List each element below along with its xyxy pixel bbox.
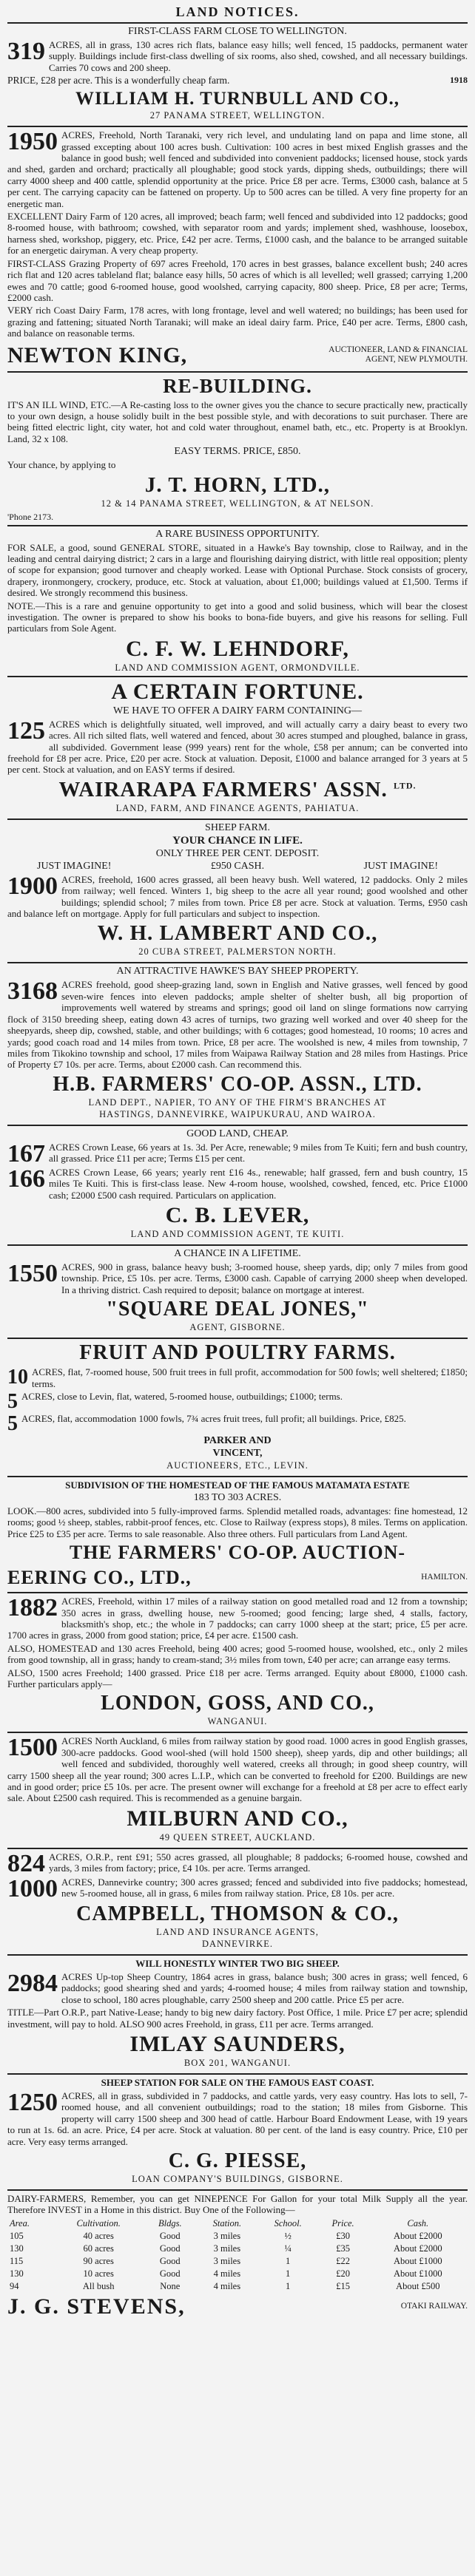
table-row	[7, 2243, 468, 2255]
divider	[7, 126, 468, 127]
ad-title: RE-BUILDING.	[163, 374, 312, 397]
ad-title: A CERTAIN FORTUNE.	[111, 679, 364, 704]
firm-address: LAND DEPT., NAPIER, TO ANY OF THE FIRM'S BRANCHES AT	[88, 1097, 387, 1108]
ad-tagline: JUST IMAGINE!	[363, 860, 438, 872]
ad-campbell-thomson	[7, 1851, 468, 1952]
divider	[7, 676, 468, 677]
table-cell: About £2000	[393, 2230, 442, 2241]
ad-body: ACRES, close to Levin, flat, watered, 5-roomed house, outbuildings; £1000; terms.	[21, 1390, 343, 1402]
ad-paragraph: FIRST-CLASS Grazing Property of 697 acres Freehold, 170 acres in best grasses, balance excellent bush; 240 acres rich flat and 120 acres tableland flat; balance easy hills, 50 acres of which is all levelled; well grassed; carrying 1,200 ewes and 70 cattle; good 6-roomed house, good woolshed, carrying capacity, 800 sheep. Price, £8 per acre; Terms, £2000 cash.	[7, 257, 468, 303]
divider	[7, 2073, 468, 2075]
divider	[7, 1476, 468, 1477]
table-cell: 4 miles	[213, 2268, 241, 2279]
ad-paragraph: TITLE—Part O.R.P., part Native-Lease; handy to big new dairy factory. Post Office, 1 mile. Price £7 per acre; splendid investment, will pay to hold. ALSO 900 acres Freehold, in grass, £11 per acre. Terms arranged.	[7, 2007, 468, 2030]
acreage: 5	[7, 1411, 18, 1435]
table-cell: £22	[336, 2255, 350, 2266]
ad-parker-vincent	[7, 1341, 468, 1474]
ad-tagline: £950 CASH.	[210, 860, 265, 872]
divider	[7, 1338, 468, 1339]
table-row	[7, 2268, 468, 2280]
table-cell: 10 acres	[83, 2268, 114, 2279]
firm-address: AUCTIONEERS, ETC., LEVIN.	[166, 1460, 309, 1471]
ad-imlay-saunders	[7, 1958, 468, 2071]
acreage: 1550	[7, 1259, 58, 1287]
firm-address: 49 QUEEN STREET, AUCKLAND.	[159, 1831, 316, 1843]
ad-hb-farmers	[7, 966, 468, 1122]
table-cell: Good	[159, 2255, 181, 2266]
acreage: 166	[7, 1165, 45, 1193]
ad-title: A RARE BUSINESS OPPORTUNITY.	[155, 528, 320, 540]
ad-title: SUBDIVISION OF THE HOMESTEAD OF THE FAMOUS MATAMATA ESTATE	[65, 1479, 410, 1491]
ad-body: FOR SALE, a good, sound GENERAL STORE, situated in a Hawke's Bay township, close to Railway, and in the leading and central dairying district; 2 cars in a large and flourishing dairying district, with little real opposition; plenty of scope for expansion; good turnover and cheaply worked. Lease with Optional Purchase. Stock consists of grocery, drapery, ironmongery, crockery, produce, etc. Stock at valuation, about £1,000; buildings valued at £1,500. Terms if desired. We strongly recommend this business.	[7, 541, 468, 599]
divider	[7, 525, 468, 526]
table-cell: 105	[10, 2230, 24, 2241]
table-cell: About £500	[396, 2280, 440, 2291]
ad-title: WILL HONESTLY WINTER TWO BIG SHEEP.	[135, 1957, 340, 1969]
table-cell: 3 miles	[213, 2243, 241, 2254]
divider	[7, 1732, 468, 1733]
ad-farmers-coop	[7, 1479, 468, 1590]
firm-address: DANNEVIRKE.	[201, 1938, 274, 1949]
firm-address: AGENT, GISBORNE.	[189, 1322, 286, 1333]
ad-body: ACRES Crown Lease, 66 years; yearly rent £16 4s., renewable; half grassed, fern and bush country, 15 miles Te Kuiti. This is first-class lease. New 4-room house, woolshed, cowshed, fenced, etc. Price £1000 cash; £2000 £500 cash required. Particulars on application.	[49, 1166, 468, 1201]
firm-name: LONDON, GOSS, AND CO.,	[101, 1692, 374, 1715]
ad-title: GOOD LAND, CHEAP.	[186, 1128, 289, 1139]
ad-turnbull	[7, 26, 468, 123]
firm-description: AUCTIONEER, LAND & FINANCIAL	[329, 345, 468, 354]
column-header: Station.	[212, 2217, 242, 2228]
table-cell: 1	[286, 2280, 291, 2291]
firm-address: LAND, FARM, AND FINANCE AGENTS, PAHIATUA.	[115, 802, 360, 813]
table-cell: Good	[159, 2230, 181, 2241]
acreage: 1250	[7, 2088, 58, 2116]
column-header: Cash.	[407, 2217, 429, 2228]
ad-paragraph: ALSO, 1500 acres Freehold; 1400 grassed. Price £18 per acre. Terms arranged. Equity about £8000, £1000 cash. Further particulars apply—	[7, 1667, 468, 1690]
ad-lehndorf	[7, 529, 468, 674]
ad-body: ACRES freehold, good sheep-grazing land, sown in English and Native grasses, well fenced by good seven-wire fences into eleven paddocks; ample shelter of shelter bush, all big proportion of improvements well watered by streams and springs; good oil land on slinge formations now carrying flock of 3150 breeding sheep, eating down 43 acres of turnips, two grazing well worked and over 40 sheep for the sheepyards, sheep dip, cowshed, stable, and other buildings; with 6 cottages; good homestead, 10 rooms; 10 acres and yards; good coach road and 14 miles from town. Price, £8 per acre. The woolshed is new, 4 miles from township, 7 miles from Tikokino township and school, 17 miles from Waipawa Railway Station and 28 miles from Hastings. Price of Property £7 10s. per acre. Terms, about £2000 cash. Can recommend this.	[7, 979, 468, 1071]
column-header: Bldgs.	[158, 2217, 182, 2228]
ad-body: ACRES which is delightfully situated, well improved, and will actually carry a dairy beast to every two acres. All rich silted flats, well watered and fenced, about 30 acres stumped and ploughed, balance in grass, all subdivided. Government lease (999 years) rent for the whole, £58 per annum; can be converted into freehold for £8 per acre. Price, £20 per acre. Stock at valuation. Deposit, £1000 and balance arranged for 3 years at 5 per cent. Stock at valuation, and on EASY terms if desired.	[7, 718, 468, 776]
firm-name: J. T. HORN, LTD.,	[144, 472, 331, 497]
table-cell: 130	[10, 2243, 24, 2254]
firm-name: CAMPBELL, THOMSON & CO.,	[76, 1902, 399, 1925]
table-header-row	[7, 2217, 468, 2230]
ad-tagline: ONLY THREE PER CENT. DEPOSIT.	[155, 847, 320, 859]
table-cell: 115	[10, 2255, 24, 2266]
firm-name: C. G. PIESSE,	[168, 2149, 307, 2172]
table-cell: ½	[284, 2230, 292, 2241]
firm-name: NEWTON KING,	[7, 342, 188, 367]
ad-lambert	[7, 822, 468, 960]
table-cell: 130	[10, 2268, 24, 2279]
ad-body: ACRES, all in grass, 130 acres rich flats, balance easy hills; well fenced, 15 paddocks, permanent water supply. Buildings include first-class dwelling of six rooms, also shed, cowshed, and all necessary buildings. Carries 70 cows and 200 sheep.	[49, 39, 468, 73]
ad-body: ACRES, Dannevirke country; 300 acres grassed; fenced and subdivided into five paddocks; homestead, new 5-roomed house, all in grass, 6 miles from railway station. Price, £8 10s. per acre.	[61, 1876, 468, 1899]
divider	[7, 1954, 468, 1956]
ad-body: ACRES, all in grass, subdivided in 7 paddocks, and cattle yards, very easy country. Has lots to sell, 7-roomed house, and all convenient outbuildings; road to the station; 18 miles from Gisborne. This property will carry 1500 sheep and 300 head of cattle. Harbour Board Endowment Lease, with 19 years to run at 1s. 6d. an acre. Price, £4 per acre. Stock at valuation. 80 per cent. of the land is easy country. Price, £10 per acre. Very easy terms arranged.	[7, 2089, 468, 2147]
ad-body: IT'S AN ILL WIND, ETC.—A Re-casting loss to the owner gives you the chance to secure practically new, practically to your own design, a house solidly built in the best possible style, and with decorations to suit purchaser. There are being fitted electric light, city water, hot and cold water throughout, enamel bath, etc., etc. Property is at Brooklyn. Land, 32 x 108.	[7, 399, 468, 444]
column-header: Area.	[10, 2217, 30, 2228]
acreage: 1882	[7, 1594, 58, 1622]
firm-address: WANGANUI.	[207, 1716, 268, 1727]
table-cell: £35	[336, 2243, 350, 2254]
table-cell: 1	[286, 2255, 291, 2266]
acreage: 1500	[7, 1734, 58, 1762]
ad-paragraph: VERY rich Coast Dairy Farm, 178 acres, with long frontage, level and well watered; no buildings; has been used for grazing and fattening; situated North Taranaki; will make an ideal dairy farm. Price, £40 per acre. Terms, £800 cash, and balance on reasonable terms.	[7, 305, 468, 339]
ad-body: ACRES, O.R.P., rent £91; 550 acres grassed, all ploughable; 8 paddocks; 6-roomed house, cowshed and yards, 3 miles from factory; price, £4 10s. per acre. Terms arranged.	[49, 1851, 468, 1874]
ad-subtitle: 183 TO 303 ACRES.	[193, 1491, 282, 1503]
firm-address: OTAKI RAILWAY.	[400, 2302, 468, 2311]
ad-horn	[7, 375, 468, 523]
firm-address: 27 PANAMA STREET, WELLINGTON.	[149, 110, 326, 121]
divider	[7, 1848, 468, 1849]
table-cell: £30	[336, 2230, 350, 2241]
ad-title: FRUIT AND POULTRY FARMS.	[79, 1341, 396, 1365]
ad-body: ACRES North Auckland, 6 miles from railway station by good road. 1000 acres in good English grasses, 300-acre paddocks. Good wool-shed (will hold 1500 sheep), sheep yards, dip and other buildings; all well fenced and subdivided, thoroughly well watered, creeks all through; in good sheep country, will carry 1500 sheep all the year round; 300 acres L.I.P., which can be converted to freehold for £200. Buildings are new and in good order; price £5 10s. per acre. The present owner will exchange for a freehold at £8 per acre to effect early sale. About £2500 cash required. This is recommended as a genuine bargain.	[7, 1735, 468, 1804]
firm-name: C. B. LEVER,	[165, 1202, 310, 1227]
table-cell: £20	[336, 2268, 350, 2279]
table-cell: £15	[336, 2280, 350, 2291]
firm-address: LAND AND COMMISSION AGENT, TE KUITI.	[130, 1228, 345, 1239]
ad-piesse	[7, 2077, 468, 2187]
ad-london-goss	[7, 1596, 468, 1729]
firm-address: HAMILTON.	[421, 1572, 468, 1582]
ad-price: PRICE, £28 per acre. This is a wonderfully cheap farm.	[7, 75, 230, 87]
firm-name: THE FARMERS' CO-OP. AUCTION-	[69, 1542, 406, 1564]
ad-tagline: YOUR CHANCE IN LIFE.	[172, 834, 303, 847]
ad-stevens	[7, 2193, 468, 2319]
ad-body: ACRES, 900 in grass, balance heavy bush; 3-roomed house, sheep yards, dip; only 7 miles from good township. Price, £5 10s. per acre. Terms, £3000 cash. Capable of carrying 2000 sheep when developed. In a thriving district. Cash required to deposit; balance on mortgage at interest.	[61, 1261, 468, 1295]
acreage: 2984	[7, 1969, 58, 1997]
table-cell: ¼	[284, 2243, 292, 2254]
section-header: LAND NOTICES.	[175, 4, 300, 19]
ad-square-deal-jones	[7, 1248, 468, 1335]
phone-number: 'Phone 2173.	[7, 511, 54, 522]
acreage: 3168	[7, 977, 58, 1006]
firm-address: LOAN COMPANY'S BUILDINGS, GISBORNE.	[132, 2173, 343, 2184]
firm-address: LAND AND COMMISSION AGENT, ORMONDVILLE.	[115, 662, 360, 673]
ad-body: ACRES, Freehold, North Taranaki, very rich level, and undulating land on papa and lime stone, all grassed excepting about 100 acres bush. Cultivation: 100 acres in best mixed English grasses and the balance in good bush; well fenced and subdivided into convenient paddocks; licensed house, stock yards and shed, garden and orchard; practically all ploughable; good stock yards, dipping sheds, outbuildings; there will carry 4000 sheep and 400 cattle, splendid opportunity at the price. Price £8 per acre. Terms, £3000 cash, balance at 5 per cent. The carrying capacity can be fattened on property. Up to 500 acres can be tilled. A very fine property for an energetic man.	[7, 129, 468, 209]
firm-name: IMLAY SAUNDERS,	[129, 2031, 346, 2056]
firm-address: HASTINGS, DANNEVIRKE, WAIPUKURAU, AND WAIROA.	[99, 1108, 376, 1119]
acreage: 5	[7, 1389, 18, 1413]
ad-body: ACRES, Freehold, within 17 miles of a railway station on good metalled road and 12 from a township; 350 acres in grass, dwelling house, new 5-roomed; good fencing; large shed, 4 stalls, factory, blacksmith's shop, etc.; the whole in 7 paddocks; can carry 1000 sheep at the start; price, £5 per acre. 1700 acres in grass, 2000 from good station; price, £4 per acre. £1500 cash.	[7, 1596, 468, 1641]
firm-name: H.B. FARMERS' CO-OP. ASSN., LTD.	[53, 1072, 422, 1096]
ad-price: EASY TERMS. PRICE, £850.	[174, 446, 301, 458]
ad-milburn	[7, 1735, 468, 1845]
firm-name: W. H. LAMBERT AND CO.,	[97, 921, 378, 946]
column-header: Price.	[331, 2217, 354, 2228]
table-cell: 3 miles	[213, 2230, 241, 2241]
ad-lever	[7, 1128, 468, 1242]
acreage: 1000	[7, 1874, 58, 1902]
divider	[7, 2189, 468, 2191]
ad-body: ACRES, flat, 7-roomed house, 500 fruit trees in full profit, accommodation for 500 fowls; well sheltered; £1850; terms.	[32, 1366, 468, 1389]
acreage: 319	[7, 38, 45, 65]
ad-body: LOOK.—800 acres, subdivided into 5 fully-improved farms. Splendid metalled roads, advantages: fine homestead, 12 rooms; good ½ sheep, stables, rabbit-proof fences, etc. Close to Railway (express stops), 8 miles. Terms on application. Price £25 to £35 per acre. Terms to sale reasonable. Also three others. Full particulars from Land Agent.	[7, 1505, 468, 1539]
ad-title: AN ATTRACTIVE HAWKE'S BAY SHEEP PROPERTY.	[116, 966, 359, 977]
firm-name: VINCENT,	[212, 1447, 263, 1459]
ad-title: FIRST-CLASS FARM CLOSE TO WELLINGTON.	[128, 26, 347, 37]
table-cell: About £1000	[393, 2268, 442, 2279]
firm-name: WAIRARAPA FARMERS' ASSN.	[58, 777, 388, 801]
ad-title: SHEEP FARM.	[205, 821, 270, 833]
table-cell: All bush	[82, 2280, 115, 2291]
ad-paragraph: EXCELLENT Dairy Farm of 120 acres, all improved; beach farm; well fenced and subdivided into 12 paddocks; good 8-roomed house, with bathroom; cowshed, with separator room and yards; implement shed, washhouse, loosebox, harness shed, workshop, piggery, etc. Price, £42 per acre. Terms, £1000 cash, and the balance to be arranged suitable for an energetic dairyman. A very cheap property.	[7, 211, 468, 257]
firm-name: C. F. W. LEHNDORF,	[126, 636, 349, 661]
acreage: 824	[7, 1849, 45, 1877]
acreage: 10	[7, 1366, 28, 1389]
table-cell: 60 acres	[83, 2243, 114, 2254]
table-cell: 1	[286, 2268, 291, 2279]
ad-paragraph: ALSO, HOMESTEAD and 130 acres Freehold, being 400 acres; good 5-roomed house, woolshed, etc., only 2 miles from good township, all in grass; handy to cream-stand; 3½ miles from town, £40 per acre; can arrange easy terms.	[7, 1642, 468, 1666]
firm-name: EERING CO., LTD.,	[7, 1567, 192, 1589]
ad-note: Your chance, by applying to	[7, 459, 116, 471]
ad-body: ACRES Up-top Sheep Country, 1864 acres in grass, balance bush; 300 acres in grass; well fenced, 6 paddocks; good shearing shed and yards; 4-roomed house; 4 miles from railway station and township, close to school, 180 acres ploughable, carry 2500 sheep and 200 cattle. Price £5 per acre.	[61, 1970, 468, 2005]
table-cell: 90 acres	[83, 2255, 114, 2266]
firm-name: WILLIAM H. TURNBULL AND CO.,	[75, 89, 400, 109]
table-cell: Good	[159, 2243, 181, 2254]
firm-address: 12 & 14 PANAMA STREET, WELLINGTON, & AT NELSON.	[101, 498, 374, 509]
farm-list-table	[7, 2217, 468, 2293]
acreage: 167	[7, 1139, 45, 1167]
table-row	[7, 2230, 468, 2243]
firm-suffix: LTD.	[393, 780, 417, 791]
firm-address: AGENT, NEW PLYMOUTH.	[365, 354, 468, 364]
table-cell: 40 acres	[83, 2230, 114, 2241]
ad-body: ACRES Crown Lease, 66 years at 1s. 3d. Per Acre, renewable; 9 miles from Te Kuiti; fern and bush country, all grassed. Price £11 per acre; Terms £15 per cent.	[49, 1141, 468, 1165]
divider	[7, 818, 468, 820]
table-cell: None	[160, 2280, 181, 2291]
ad-title: SHEEP STATION FOR SALE ON THE FAMOUS EAST COAST.	[101, 2076, 374, 2088]
ad-ref: 1918	[450, 75, 468, 86]
firm-address: 20 CUBA STREET, PALMERSTON NORTH.	[138, 946, 337, 957]
ad-body: ACRES, freehold, 1600 acres grassed, all been heavy bush. Well watered, 12 paddocks. Only 2 miles from railway; well fenced. Winters 1, big sheep to the acre all year round; good woolshed and other buildings; splendid school; 7 miles from town. Price £8 per acre. Stock at valuation. Terms, £950 cash and balance left on mortgage. Apply for full particulars and subject to inspection.	[7, 873, 468, 920]
table-cell: 3 miles	[213, 2255, 241, 2266]
ad-body: DAIRY-FARMERS, Remember, you can get NINEPENCE For Gallon for your total Milk Supply all the year. Therefore INVEST in a Home in this district. Buy One of the Following—	[7, 2192, 468, 2216]
acreage: 1950	[7, 128, 58, 156]
firm-name: MILBURN AND CO.,	[127, 1806, 348, 1831]
acreage: 1900	[7, 872, 58, 900]
table-cell: 94	[10, 2280, 19, 2291]
table-cell: Good	[159, 2268, 181, 2279]
firm-description: LAND AND INSURANCE AGENTS,	[156, 1926, 319, 1937]
firm-name: PARKER AND	[203, 1434, 272, 1446]
firm-name: "SQUARE DEAL JONES,"	[106, 1298, 369, 1321]
divider	[7, 371, 468, 373]
acreage: 125	[7, 716, 45, 745]
table-cell: About £2000	[393, 2243, 442, 2254]
ad-newton-king	[7, 129, 468, 368]
divider	[7, 22, 468, 24]
ad-subtitle: WE HAVE TO OFFER A DAIRY FARM CONTAINING—	[112, 705, 363, 716]
column-header: Cultivation.	[76, 2217, 121, 2228]
table-cell: 4 miles	[213, 2280, 241, 2291]
table-row	[7, 2255, 468, 2268]
table-cell: About £1000	[393, 2255, 442, 2266]
ad-tagline: JUST IMAGINE!	[37, 860, 112, 872]
ad-title: A CHANCE IN A LIFETIME.	[174, 1247, 301, 1259]
divider	[7, 962, 468, 963]
divider	[7, 1125, 468, 1126]
firm-address: BOX 201, WANGANUI.	[183, 2057, 292, 2068]
divider	[7, 1592, 468, 1593]
table-row	[7, 2280, 468, 2293]
ad-body: ACRES, flat, accommodation 1000 fowls, 7¾ acres fruit trees, full profit; all buildings. Price, £825.	[21, 1412, 406, 1424]
firm-name: J. G. STEVENS,	[7, 2294, 186, 2319]
ad-paragraph: NOTE.—This is a rare and genuine opportunity to get into a good and solid business, which will bear the closest investigation. The owner is prepared to show his books to bona-fide buyers, and give his reasons for selling. Full particulars from Sole Agent.	[7, 600, 468, 634]
ad-wairarapa	[7, 679, 468, 816]
column-header: School.	[274, 2217, 302, 2228]
divider	[7, 1244, 468, 1246]
